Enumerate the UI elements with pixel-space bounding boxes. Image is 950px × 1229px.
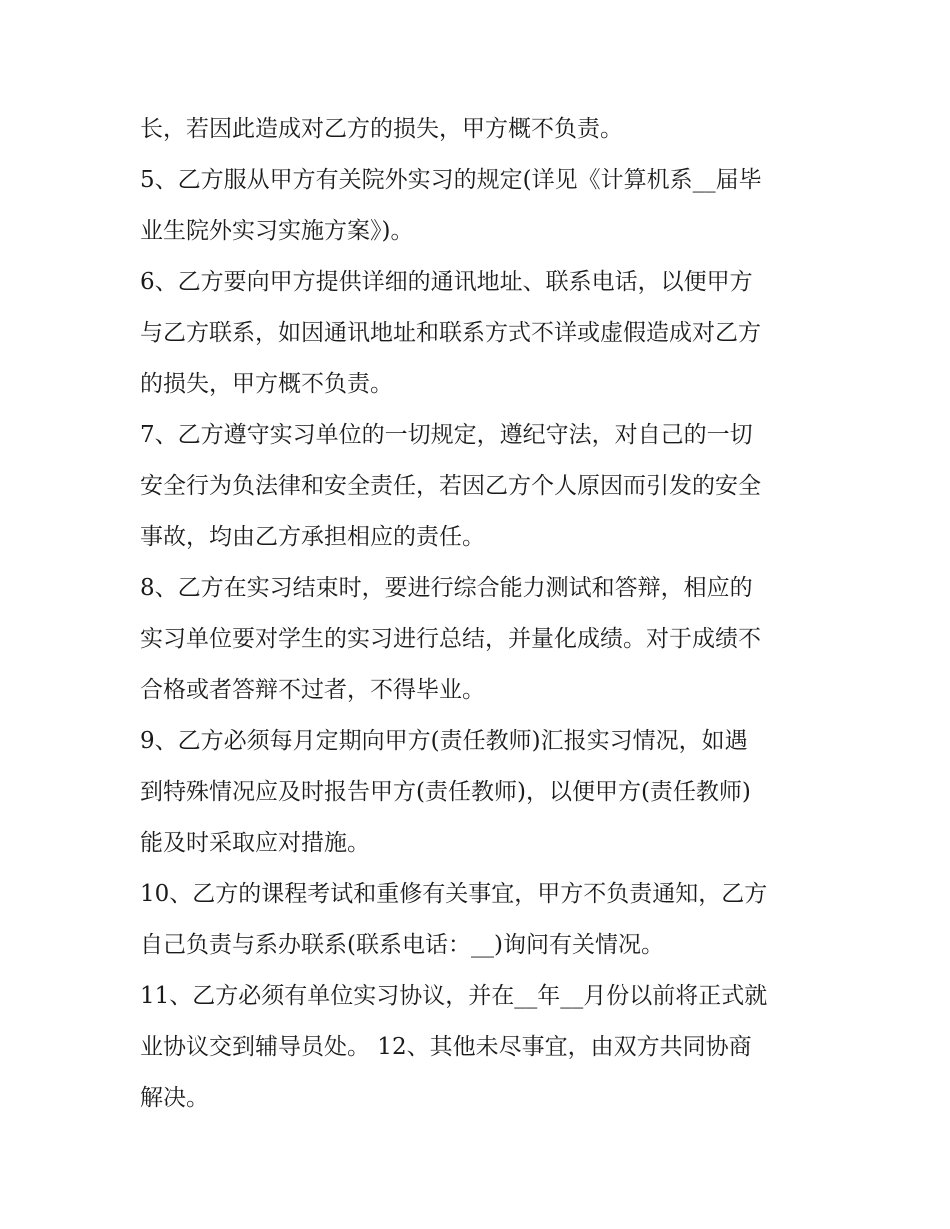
text-line: 合格或者答辩不过者，不得毕业。 bbox=[140, 677, 485, 703]
text-line: 11、乙方必须有单位实习协议，并在__年__月份以前将正式就 bbox=[140, 983, 768, 1009]
text-line: 业生院外实习实施方案》)。 bbox=[140, 218, 414, 244]
text-line: 8、乙方在实习结束时，要进行综合能力测试和答辩，相应的 bbox=[140, 575, 753, 601]
text-line: 安全行为负法律和安全责任，若因乙方个人原因而引发的安全 bbox=[140, 473, 761, 499]
text-line: 能及时采取应对措施。 bbox=[140, 830, 370, 856]
text-line: 实习单位要对学生的实习进行总结，并量化成绩。对于成绩不 bbox=[140, 626, 761, 652]
text-line: 业协议交到辅导员处。 12、其他未尽事宜，由双方共同协商 bbox=[140, 1034, 752, 1060]
text-line: 事故，均由乙方承担相应的责任。 bbox=[140, 524, 485, 550]
document-body bbox=[140, 104, 820, 1124]
text-line: 7、乙方遵守实习单位的一切规定，遵纪守法，对自己的一切 bbox=[140, 422, 753, 448]
text-line: 的损失，甲方概不负责。 bbox=[140, 371, 393, 397]
text-line: 10、乙方的课程考试和重修有关事宜，甲方不负责通知，乙方 bbox=[140, 881, 768, 907]
text-line: 6、乙方要向甲方提供详细的通讯地址、联系电话，以便甲方 bbox=[140, 269, 753, 295]
text-line: 解决。 bbox=[140, 1085, 209, 1111]
text-line: 到特殊情况应及时报告甲方(责任教师)，以便甲方(责任教师) bbox=[140, 779, 751, 805]
text-line: 与乙方联系，如因通讯地址和联系方式不详或虚假造成对乙方 bbox=[140, 320, 761, 346]
text-line: 长，若因此造成对乙方的损失，甲方概不负责。 bbox=[140, 116, 623, 142]
text-line: 9、乙方必须每月定期向甲方(责任教师)汇报实习情况，如遇 bbox=[140, 728, 748, 754]
text-line: 自己负责与系办联系(联系电话：__)询问有关情况。 bbox=[140, 932, 664, 958]
text-line: 5、乙方服从甲方有关院外实习的规定(详见《计算机系__届毕 bbox=[140, 167, 762, 193]
